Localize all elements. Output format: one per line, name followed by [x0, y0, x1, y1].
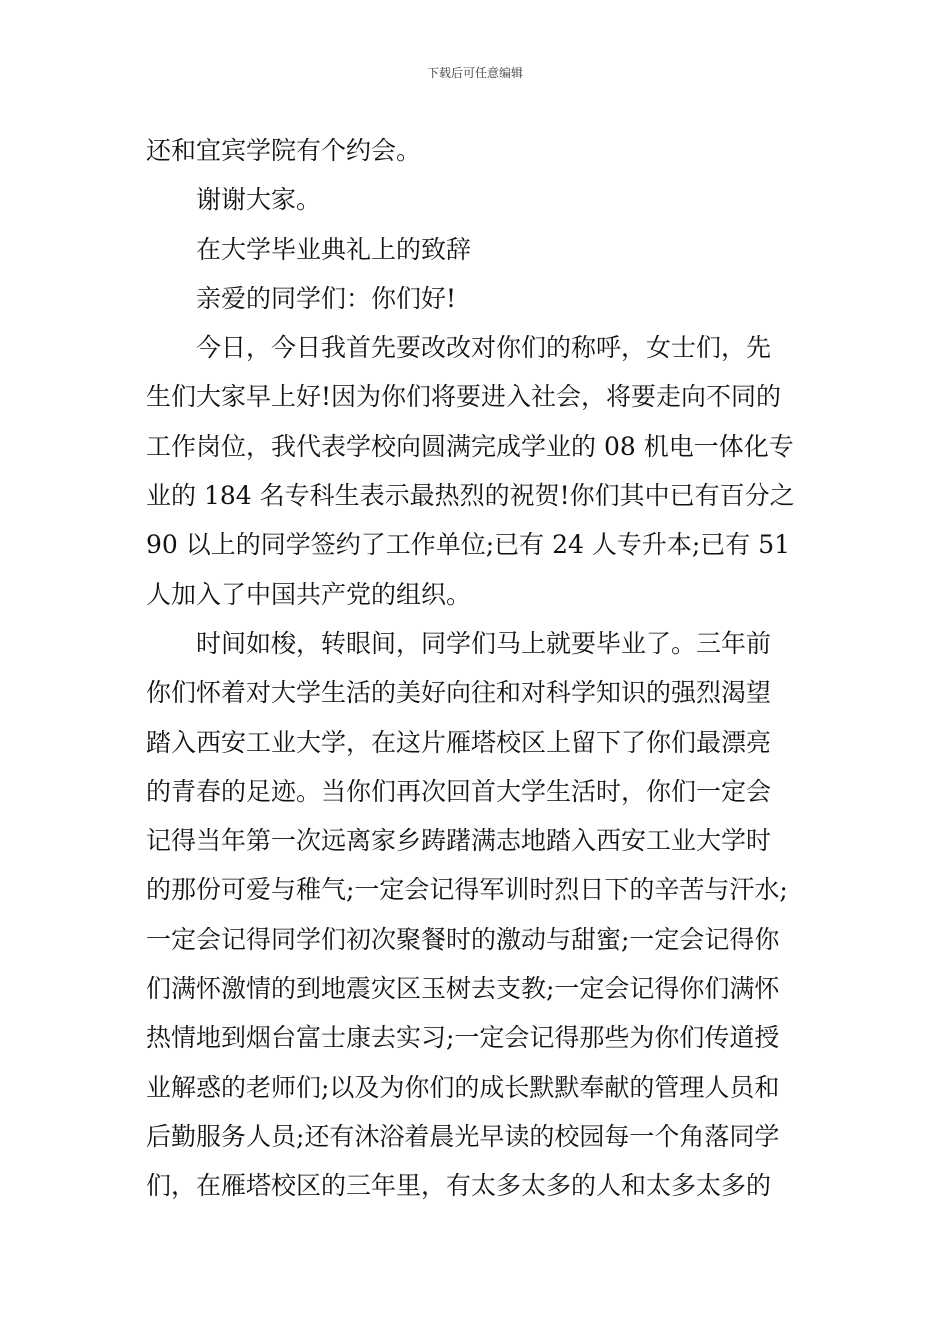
text-line: 业解惑的老师们;以及为你们的成长默默奉献的管理人员和 [146, 1072, 780, 1102]
text-line: 工作岗位，我代表学校向圆满完成学业的 08 机电一体化专 [146, 431, 794, 461]
speech-title: 在大学毕业典礼上的致辞 [196, 234, 472, 264]
text-line: 谢谢大家。 [196, 185, 322, 215]
text-line: 踏入西安工业大学，在这片雁塔校区上留下了你们最漂亮 [146, 727, 772, 757]
text-line: 的那份可爱与稚气;一定会记得军训时烈日下的辛苦与汗水; [146, 875, 788, 905]
text-line: 生们大家早上好!因为你们将要进入社会，将要走向不同的 [146, 382, 782, 412]
text-line: 今日，今日我首先要改改对你们的称呼，女士们，先 [196, 333, 772, 363]
text-line: 一定会记得同学们初次聚餐时的激动与甜蜜;一定会记得你 [146, 924, 780, 954]
text-line: 你们怀着对大学生活的美好向往和对科学知识的强烈渴望 [146, 678, 772, 708]
text-line: 记得当年第一次远离家乡踌躇满志地踏入西安工业大学时 [146, 826, 772, 856]
text-line: 人加入了中国共产党的组织。 [146, 579, 472, 609]
text-line: 后勤服务人员;还有沐浴着晨光早读的校园每一个角落同学 [146, 1121, 780, 1151]
text-line: 业的 184 名专科生表示最热烈的祝贺!你们其中已有百分之 [146, 481, 795, 511]
salutation: 亲爱的同学们：你们好! [196, 283, 457, 313]
page-header: 下载后可任意编辑 [426, 66, 523, 80]
text-line: 们满怀激情的到地震灾区玉树去支教;一定会记得你们满怀 [146, 974, 780, 1004]
text-line: 的青春的足迹。当你们再次回首大学生活时，你们一定会 [146, 776, 772, 806]
text-line: 时间如梭，转眼间，同学们马上就要毕业了。三年前 [196, 628, 772, 658]
text-line: 热情地到烟台富士康去实习;一定会记得那些为你们传道授 [146, 1023, 780, 1053]
text-line: 们，在雁塔校区的三年里，有太多太多的人和太多太多的 [146, 1171, 772, 1201]
document-body [146, 126, 816, 1211]
text-line: 90 以上的同学签约了工作单位;已有 24 人专升本;已有 51 [146, 530, 791, 560]
text-line: 还和宜宾学院有个约会。 [146, 136, 422, 165]
